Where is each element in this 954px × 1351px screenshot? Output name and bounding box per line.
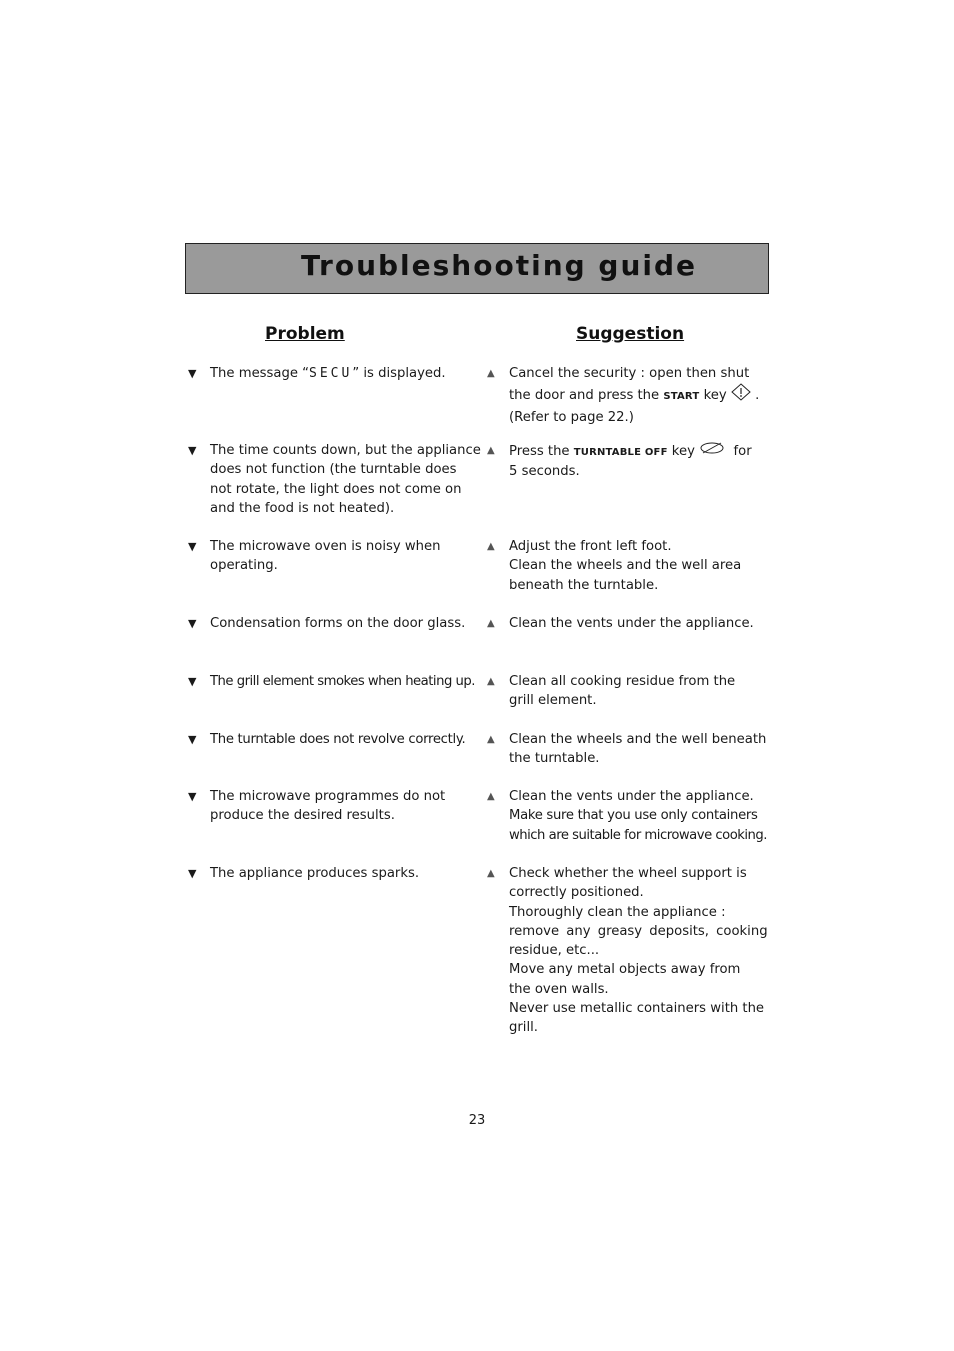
suggestion-line: Check whether the wheel support is (509, 866, 747, 881)
suggestion-line: Clean all cooking residue from the (509, 674, 736, 689)
problem-line: The grill element smokes when heating up. (210, 674, 475, 689)
up-triangle-bullet: ▲ (487, 868, 495, 879)
suggestion-line: residue, etc... (509, 943, 600, 959)
page-title: Troubleshooting guide (301, 249, 698, 282)
down-triangle-bullet: ▼ (188, 733, 197, 746)
problem-line: The appliance produces sparks. (210, 866, 420, 881)
suggestion-line: Move any metal objects away from (509, 962, 741, 978)
problem-line: does not function (the turntable does (210, 462, 457, 478)
down-triangle-bullet: ▼ (188, 790, 197, 803)
down-triangle-bullet: ▼ (188, 367, 197, 380)
turntable-off-key-label: TURNTABLE OFF (573, 447, 668, 459)
problem-line: and the food is not heated). (210, 500, 395, 516)
suggestion-line: the turntable. (509, 751, 600, 767)
suggestion-column-heading: Suggestion (576, 324, 685, 344)
suggestion-line: Never use metallic containers with the (509, 1001, 765, 1017)
down-triangle-bullet: ▼ (188, 540, 197, 553)
suggestion-line: remove any greasy deposits, cooking (509, 923, 768, 939)
turntable-off-icon (699, 441, 725, 461)
suggestion-line: (Refer to page 22.) (509, 409, 634, 425)
problem-line: produce the desired results. (210, 808, 395, 824)
suggestion-line: grill element. (509, 693, 597, 709)
up-triangle-bullet: ▲ (487, 734, 495, 745)
suggestion-line: grill. (509, 1020, 538, 1036)
up-triangle-bullet: ▲ (487, 368, 495, 379)
suggestion-line: Cancel the security : open then shut (509, 366, 750, 381)
problem-line: The microwave programmes do not (210, 789, 446, 804)
down-triangle-bullet: ▼ (188, 444, 197, 457)
problem-line: The turntable does not revolve correctly. (210, 732, 466, 747)
suggestion-line: the door and press the START key . (509, 383, 774, 407)
problem-line: operating. (210, 558, 278, 574)
suggestion-line: beneath the turntable. (509, 577, 659, 593)
start-key-icon (731, 383, 751, 407)
down-triangle-bullet: ▼ (188, 617, 197, 630)
problem-text: The message “SECU” is displayed. (210, 366, 446, 381)
suggestion-line: Clean the vents under the appliance. (509, 789, 754, 804)
start-key-label: START (663, 391, 700, 403)
problem-line: not rotate, the light does not come on (210, 481, 462, 497)
up-triangle-bullet: ▲ (487, 791, 495, 802)
display-code: SECU (309, 366, 353, 381)
suggestion-line: Clean the wheels and the well beneath (509, 732, 767, 747)
suggestion-line: Adjust the front left foot. (509, 539, 672, 554)
page-number: 23 (468, 1113, 486, 1128)
suggestion-line: the oven walls. (509, 981, 609, 997)
title-banner (185, 243, 769, 294)
suggestion-line: Press the TURNTABLE OFF key for (509, 441, 774, 462)
problem-line: Condensation forms on the door glass. (210, 616, 466, 631)
suggestion-line: correctly positioned. (509, 885, 644, 901)
down-triangle-bullet: ▼ (188, 867, 197, 880)
up-triangle-bullet: ▲ (487, 618, 495, 629)
up-triangle-bullet: ▲ (487, 541, 495, 552)
down-triangle-bullet: ▼ (188, 675, 197, 688)
up-triangle-bullet: ▲ (487, 676, 495, 687)
problem-line: The microwave oven is noisy when (210, 539, 441, 554)
up-triangle-bullet: ▲ (487, 445, 495, 456)
problem-line: The time counts down, but the appliance (210, 443, 481, 458)
suggestion-line: Thoroughly clean the appliance : (509, 904, 726, 920)
suggestion-line: which are suitable for microwave cooking. (509, 827, 767, 843)
suggestion-line: Make sure that you use only containers (509, 808, 758, 824)
suggestion-line: 5 seconds. (509, 464, 580, 480)
problem-column-heading: Problem (265, 324, 345, 344)
suggestion-line: Clean the vents under the appliance. (509, 616, 754, 631)
suggestion-line: Clean the wheels and the well area (509, 558, 742, 574)
